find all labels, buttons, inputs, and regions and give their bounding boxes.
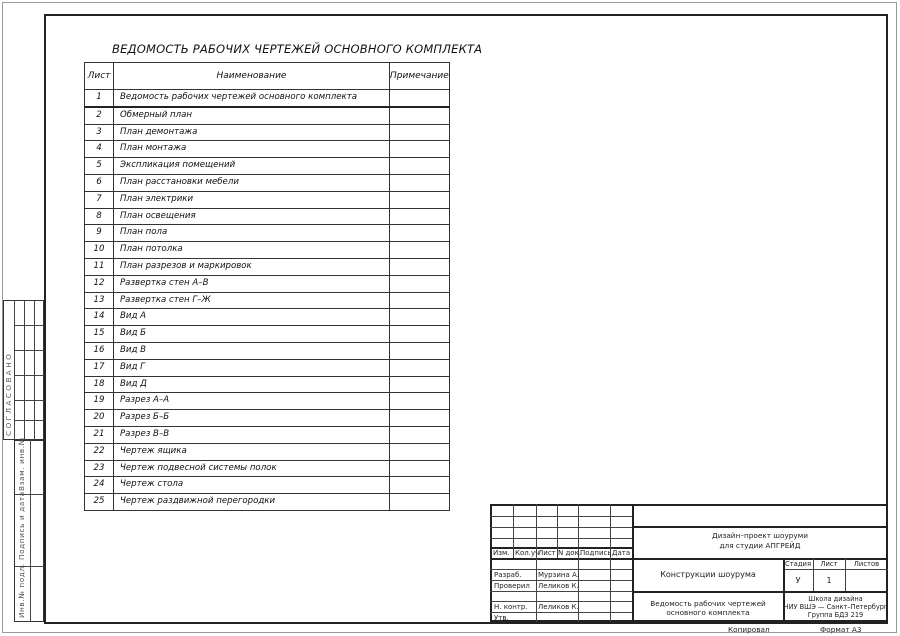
table-row bbox=[85, 292, 450, 309]
row-note bbox=[390, 292, 450, 309]
row-sheet-number: 13 bbox=[85, 292, 114, 309]
row-drawing-name: Развертка стен А–В bbox=[114, 275, 390, 292]
stage-value: У bbox=[795, 576, 801, 585]
row-sheet-number: 14 bbox=[85, 309, 114, 326]
role-norm-control: Н. контр. bbox=[494, 603, 528, 611]
copied-label: Копировал bbox=[728, 625, 770, 634]
role-checker: Проверил bbox=[494, 582, 530, 590]
row-drawing-name: План потолка bbox=[114, 242, 390, 259]
stamp-line bbox=[536, 504, 537, 622]
row-drawing-name: Разрез А–А bbox=[114, 393, 390, 410]
row-note bbox=[390, 124, 450, 141]
row-drawing-name: План расстановки мебели bbox=[114, 174, 390, 191]
row-drawing-name: Вид Д bbox=[114, 376, 390, 393]
inventory-col-line bbox=[30, 440, 31, 622]
role-approved: Утв. bbox=[494, 614, 509, 622]
page-title: ВЕДОМОСТЬ РАБОЧИХ ЧЕРТЕЖЕЙ ОСНОВНОГО КОМПЛЕКТА bbox=[112, 42, 483, 56]
row-note bbox=[390, 242, 450, 259]
row-note bbox=[390, 342, 450, 359]
replace-inv-label: Взам. инв.№ bbox=[17, 437, 26, 491]
row-sheet-number: 17 bbox=[85, 359, 114, 376]
row-drawing-name: План электрики bbox=[114, 191, 390, 208]
row-note bbox=[390, 275, 450, 292]
row-sheet-number: 21 bbox=[85, 426, 114, 443]
stamp-line bbox=[513, 504, 514, 558]
row-drawing-name: План разрезов и маркировок bbox=[114, 258, 390, 275]
hdr-ndok: N док. bbox=[558, 549, 582, 557]
org-line3: Группа БДЗ 219 bbox=[807, 611, 864, 619]
row-sheet-number: 22 bbox=[85, 443, 114, 460]
table-row bbox=[85, 141, 450, 158]
row-note bbox=[390, 410, 450, 427]
table-row bbox=[85, 174, 450, 191]
drawings-list-table bbox=[84, 62, 450, 511]
row-note bbox=[390, 426, 450, 443]
row-sheet-number: 3 bbox=[85, 124, 114, 141]
role-developer: Разраб. bbox=[494, 571, 522, 579]
row-sheet-number: 8 bbox=[85, 208, 114, 225]
row-drawing-name: Развертка стен Г–Ж bbox=[114, 292, 390, 309]
row-drawing-name: План монтажа bbox=[114, 141, 390, 158]
name-checker: Леликов К. bbox=[538, 582, 579, 590]
agreed-row-line bbox=[14, 325, 44, 326]
row-note bbox=[390, 309, 450, 326]
row-sheet-number: 20 bbox=[85, 410, 114, 427]
table-row bbox=[85, 410, 450, 427]
row-sheet-number: 6 bbox=[85, 174, 114, 191]
row-sheet-number: 18 bbox=[85, 376, 114, 393]
row-note bbox=[390, 359, 450, 376]
table-row bbox=[85, 309, 450, 326]
row-drawing-name: План демонтажа bbox=[114, 124, 390, 141]
agreed-label: СОГЛАСОВАНО bbox=[4, 351, 13, 436]
row-sheet-number: 9 bbox=[85, 225, 114, 242]
table-row bbox=[85, 242, 450, 259]
row-drawing-name: Вид Г bbox=[114, 359, 390, 376]
row-note bbox=[390, 158, 450, 175]
table-header-row bbox=[85, 63, 450, 90]
table-row bbox=[85, 460, 450, 477]
row-sheet-number: 7 bbox=[85, 191, 114, 208]
agreed-row-line bbox=[14, 350, 44, 351]
org-line2: НИУ ВШЭ — Санкт–Петербург bbox=[783, 603, 888, 611]
row-sheet-number: 4 bbox=[85, 141, 114, 158]
row-drawing-name: Вид Б bbox=[114, 326, 390, 343]
row-sheet-number: 5 bbox=[85, 158, 114, 175]
project-title-line1: Дизайн–проект шоуруми bbox=[712, 531, 808, 540]
row-sheet-number: 1 bbox=[85, 90, 114, 107]
table-row bbox=[85, 90, 450, 107]
inv-orig-label: Инв.№ подл. bbox=[17, 563, 26, 618]
col-header-sheet: Лист bbox=[85, 63, 114, 90]
row-note bbox=[390, 460, 450, 477]
sheets-label: Листов bbox=[853, 560, 880, 568]
sheet-value: 1 bbox=[826, 576, 832, 585]
doc-title-line2: основного комплекта bbox=[666, 608, 750, 617]
row-note bbox=[390, 208, 450, 225]
table-row bbox=[85, 107, 450, 124]
row-sheet-number: 15 bbox=[85, 326, 114, 343]
table-row bbox=[85, 376, 450, 393]
row-sheet-number: 12 bbox=[85, 275, 114, 292]
table-row bbox=[85, 225, 450, 242]
row-drawing-name: Чертеж раздвижной перегородки bbox=[114, 494, 390, 511]
project-title-line2: для студии АПГРЕЙД bbox=[719, 541, 801, 550]
org-line1: Школа дизайна bbox=[808, 595, 863, 603]
hdr-kol: Кол.уч bbox=[515, 549, 540, 557]
row-sheet-number: 10 bbox=[85, 242, 114, 259]
agreed-col-line bbox=[34, 300, 35, 440]
row-drawing-name: Обмерный план bbox=[114, 107, 390, 124]
stamp-line bbox=[632, 591, 888, 593]
table-row bbox=[85, 258, 450, 275]
table-row bbox=[85, 275, 450, 292]
table-row bbox=[85, 477, 450, 494]
stage-label: Стадия bbox=[784, 560, 812, 568]
row-drawing-name: Разрез В–В bbox=[114, 426, 390, 443]
section-title: Конструкции шоурума bbox=[660, 570, 756, 579]
table-row bbox=[85, 393, 450, 410]
row-sheet-number: 2 bbox=[85, 107, 114, 124]
row-sheet-number: 24 bbox=[85, 477, 114, 494]
col-header-note: Примечание bbox=[390, 63, 450, 90]
row-note bbox=[390, 443, 450, 460]
hdr-list: Лист bbox=[538, 549, 556, 557]
hdr-sign: Подпись bbox=[580, 549, 612, 557]
row-sheet-number: 23 bbox=[85, 460, 114, 477]
row-drawing-name: Вид В bbox=[114, 342, 390, 359]
agreed-col-line bbox=[24, 300, 25, 440]
row-drawing-name: Чертеж ящика bbox=[114, 443, 390, 460]
row-note bbox=[390, 141, 450, 158]
format-label: Формат А3 bbox=[820, 625, 862, 634]
hdr-date: Дата bbox=[612, 549, 631, 557]
row-note bbox=[390, 326, 450, 343]
row-sheet-number: 25 bbox=[85, 494, 114, 511]
name-developer: Мурзина А. bbox=[538, 571, 580, 579]
row-note bbox=[390, 225, 450, 242]
hdr-izm: Изм. bbox=[493, 549, 510, 557]
table-row bbox=[85, 359, 450, 376]
row-sheet-number: 16 bbox=[85, 342, 114, 359]
row-drawing-name: Разрез Б–Б bbox=[114, 410, 390, 427]
table-row bbox=[85, 191, 450, 208]
table-row bbox=[85, 326, 450, 343]
table-row bbox=[85, 443, 450, 460]
row-note bbox=[390, 494, 450, 511]
sign-date-label: Подпись и дата bbox=[17, 491, 26, 560]
agreed-row-line bbox=[14, 375, 44, 376]
agreed-row-line bbox=[14, 420, 44, 421]
row-drawing-name: Вид А bbox=[114, 309, 390, 326]
row-drawing-name: План пола bbox=[114, 225, 390, 242]
row-sheet-number: 19 bbox=[85, 393, 114, 410]
name-norm-control: Леликов К. bbox=[538, 603, 579, 611]
agreed-row-line bbox=[14, 400, 44, 401]
row-drawing-name: Чертеж стола bbox=[114, 477, 390, 494]
doc-title-line1: Ведомость рабочих чертежей bbox=[650, 599, 766, 608]
agreed-col-line bbox=[14, 300, 15, 440]
row-note bbox=[390, 107, 450, 124]
stamp-line bbox=[783, 569, 888, 570]
stamp-line bbox=[632, 526, 888, 528]
row-sheet-number: 11 bbox=[85, 258, 114, 275]
row-drawing-name: Экспликация помещений bbox=[114, 158, 390, 175]
stamp-line bbox=[610, 504, 611, 622]
row-note bbox=[390, 376, 450, 393]
row-note bbox=[390, 258, 450, 275]
table-row bbox=[85, 426, 450, 443]
table-row bbox=[85, 494, 450, 511]
row-drawing-name: Чертеж подвесной системы полок bbox=[114, 460, 390, 477]
row-note bbox=[390, 90, 450, 107]
row-note bbox=[390, 477, 450, 494]
table-row bbox=[85, 158, 450, 175]
row-note bbox=[390, 191, 450, 208]
row-note bbox=[390, 174, 450, 191]
sheet-label: Лист bbox=[820, 560, 838, 568]
table-row bbox=[85, 124, 450, 141]
row-drawing-name: Ведомость рабочих чертежей основного комплекта bbox=[114, 90, 390, 107]
col-header-name: Наименование bbox=[114, 63, 390, 90]
row-drawing-name: План освещения bbox=[114, 208, 390, 225]
table-row bbox=[85, 342, 450, 359]
table-row bbox=[85, 208, 450, 225]
row-note bbox=[390, 393, 450, 410]
